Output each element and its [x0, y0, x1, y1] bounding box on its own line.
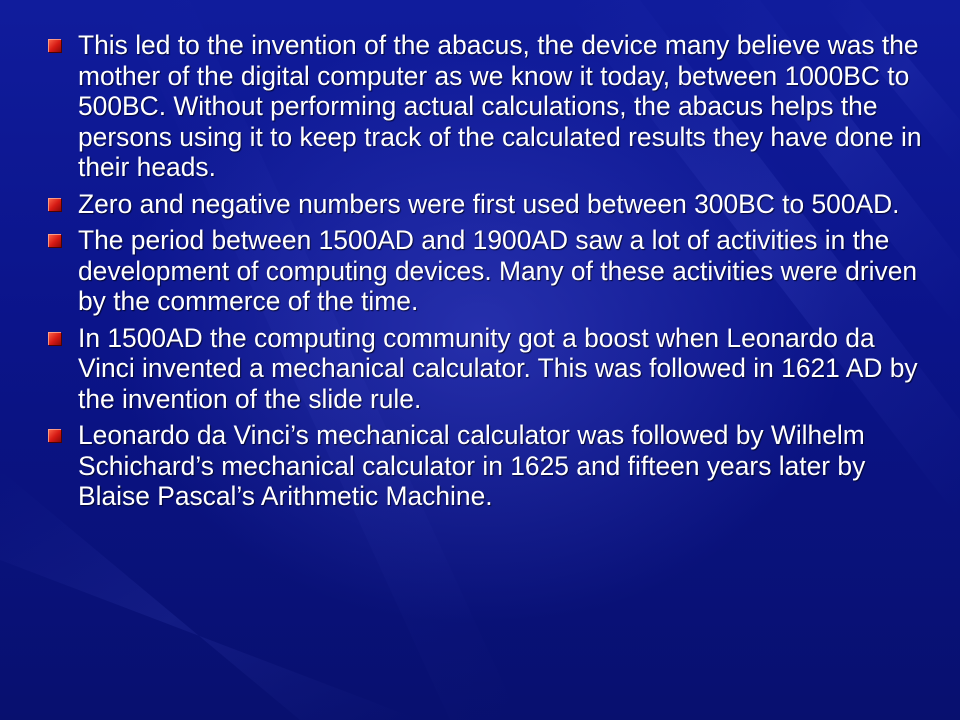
bullet-item	[48, 225, 928, 317]
bullet-square-icon	[48, 198, 61, 211]
bullet-text: Zero and negative numbers were first used between 300BC to 500AD.	[78, 188, 900, 219]
bullet-text: Leonardo da Vinci’s mechanical calculator was followed by Wilhelm Schichard’s mechanical calculator in 1625 and fifteen years later by Blaise Pascal’s Arithmetic Machine.	[78, 420, 866, 511]
bullet-item	[48, 323, 928, 415]
bullet-square-icon	[48, 429, 61, 442]
bullet-text: In 1500AD the computing community got a boost when Leonardo da Vinci invented a mechanical calculator. This was followed in 1621 AD by the invention of the slide rule.	[78, 322, 918, 414]
bullet-square-icon	[48, 234, 61, 247]
bullet-text: The period between 1500AD and 1900AD saw a lot of activities in the development of computing devices. Many of these activities were driven by the commerce of the time.	[78, 225, 918, 316]
bullet-item	[48, 420, 928, 512]
bullet-text: This led to the invention of the abacus, the device many believe was the mother of the digital computer as we know it today, between 1000BC to 500BC. Without performing actual calculations, the abacus helps the persons using it to keep track of the calculated results they have done in their heads.	[78, 30, 922, 182]
bullet-item	[48, 189, 928, 220]
bullet-square-icon	[48, 332, 61, 345]
bullet-list	[48, 30, 928, 518]
bullet-square-icon	[48, 39, 61, 52]
bullet-item	[48, 30, 928, 183]
